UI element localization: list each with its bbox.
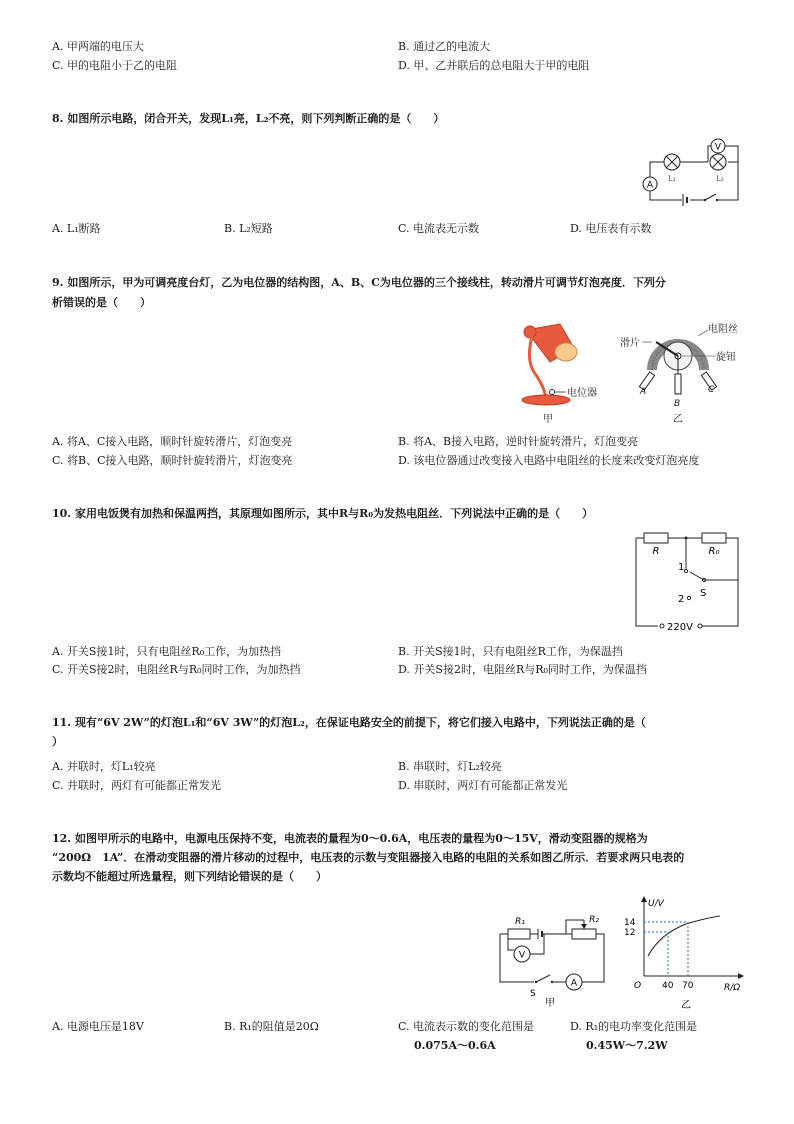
- q12-x-tick-70: 70: [682, 981, 694, 991]
- q10-r0-label: R₀: [708, 546, 720, 557]
- q10-stem: 10. 家用电饭煲有加热和保温两挡，其原理如图所示，其中R与R₀为发热电阻丝．下列说法中正确的是（ ）: [52, 507, 594, 520]
- q12-option-d-range: 0.45W～7.2W: [586, 1039, 668, 1052]
- q10-position-2: 2: [678, 594, 685, 605]
- q11-option-d: D. 串联时，两灯有可能都正常发光: [398, 779, 568, 792]
- q7-option-d: D. 甲、乙并联后的总电阻大于甲的电阻: [398, 59, 590, 72]
- q11-stem-line2: ）: [52, 735, 63, 748]
- q12-x-tick-40: 40: [662, 981, 674, 991]
- q10-option-a: A. 开关S接1时，只有电阻丝R₀工作，为加热挡: [52, 645, 282, 658]
- q8-option-b: B. L₂短路: [224, 222, 273, 235]
- q8-option-c: C. 电流表无示数: [398, 222, 480, 235]
- q12-caption-b: 乙: [681, 1000, 691, 1011]
- q8-lamp-l1-icon: [664, 154, 680, 170]
- q12-switch-label: S: [530, 989, 536, 999]
- q8-circuit-figure: [636, 136, 746, 208]
- q8-ammeter-label: A: [646, 180, 654, 191]
- q10-resistor-r-icon: [644, 533, 668, 543]
- q12-caption-a: 甲: [545, 998, 555, 1009]
- q9-option-c: C. 将B、C接入电路，顺时针旋转滑片，灯泡变亮: [52, 454, 293, 467]
- q8-stem: 8. 如图所示电路，闭合开关，发现L₁亮，L₂不亮，则下列判断正确的是（ ）: [52, 112, 445, 125]
- q12-option-c-range: 0.075A～0.6A: [414, 1039, 496, 1052]
- q10-circuit-figure: [632, 528, 744, 636]
- q12-r2-label: R₂: [589, 915, 599, 925]
- q9-terminal-a: A: [640, 387, 647, 397]
- q12-r1-label: R₁: [515, 917, 525, 927]
- q9-option-d: D. 该电位器通过改变接入电路中电阻丝的长度来改变灯泡亮度: [398, 454, 700, 467]
- q8-lamp-l2-icon: [710, 154, 726, 170]
- q10-r-label: R: [652, 546, 660, 557]
- q12-graph-figure: [620, 894, 744, 1014]
- q12-resistor-r1-icon: [508, 929, 530, 939]
- q12-resistor-r2-icon: [572, 929, 596, 939]
- q10-option-b: B. 开关S接1时，只有电阻丝R工作，为保温挡: [398, 645, 623, 658]
- q12-stem-line3: 示数均不能超过所选量程，则下列结论错误的是（ ）: [52, 870, 327, 883]
- q12-option-d: D. R₁的电功率变化范围是: [570, 1020, 698, 1033]
- q10-option-c: C. 开关S接2时，电阻丝R与R₀同时工作，为加热挡: [52, 663, 301, 676]
- q9-caption-b: 乙: [673, 414, 683, 425]
- q8-voltmeter-label: V: [714, 142, 722, 153]
- q10-voltage-label: 220V: [667, 622, 693, 633]
- q9-desk-lamp-figure: [510, 316, 610, 426]
- q12-option-c: C. 电流表示数的变化范围是: [398, 1020, 535, 1033]
- q9-knob-label: 旋钮: [716, 352, 736, 363]
- q9-slider-label: 滑片: [620, 338, 640, 349]
- q7-option-b: B. 通过乙的电流大: [398, 40, 491, 53]
- q8-option-d: D. 电压表有示数: [570, 222, 652, 235]
- q10-resistor-r0-icon: [702, 533, 726, 543]
- q12-voltmeter-label: V: [518, 950, 526, 961]
- q9-potentiometer-figure: [612, 316, 748, 426]
- q12-y-axis-label: U/V: [648, 899, 664, 909]
- q12-stem-line1: 12. 如图甲所示的电路中，电源电压保持不变，电流表的量程为0～0.6A，电压表的量程为0～15V，滑动变阻器的规格为: [52, 832, 648, 845]
- q8-l2-label: L₂: [716, 174, 724, 183]
- q9-option-a: A. 将A、C接入电路，顺时针旋转滑片，灯泡变亮: [52, 435, 293, 448]
- q9-wire-label: 电阻丝: [708, 324, 738, 335]
- q7-option-a: A. 甲两端的电压大: [52, 40, 144, 53]
- q10-position-1: 1: [678, 562, 685, 573]
- q11-option-c: C. 并联时，两灯有可能都正常发光: [52, 779, 222, 792]
- q9-stem-line2: 析错误的是（ ）: [52, 296, 151, 309]
- q11-option-b: B. 串联时，灯L₂较亮: [398, 760, 502, 773]
- q12-origin-label: O: [634, 981, 642, 991]
- q12-stem-line2: “200Ω 1A”．在滑动变阻器的滑片移动的过程中，电压表的示数与变阻器接入电路的电阻的关系如图乙所示．若要求两只电表的: [52, 851, 685, 864]
- q9-option-b: B. 将A、B接入电路，逆时针旋转滑片，灯泡变亮: [398, 435, 639, 448]
- q7-option-c: C. 甲的电阻小于乙的电阻: [52, 59, 178, 72]
- q12-option-a: A. 电源电压是18V: [52, 1020, 144, 1033]
- q11-option-a: A. 并联时，灯L₁较亮: [52, 760, 156, 773]
- q8-l1-label: L₁: [668, 174, 676, 183]
- q12-ammeter-label: A: [570, 978, 578, 989]
- q9-stem-line1: 9. 如图所示，甲为可调亮度台灯，乙为电位器的结构图，A、B、C为电位器的三个接线柱，转动滑片可调节灯泡亮度．下列分: [52, 276, 666, 289]
- q10-switch-label: S: [700, 588, 707, 599]
- q9-terminal-b: B: [674, 399, 681, 409]
- q10-option-d: D. 开关S接2时，电阻丝R与R₀同时工作，为保温挡: [398, 663, 647, 676]
- q8-option-a: A. L₁断路: [52, 222, 101, 235]
- q11-stem-line1: 11. 现有“6V 2W”的灯泡L₁和“6V 3W”的灯泡L₂，在保证电路安全的前提下，将它们接入电路中，下列说法正确的是（: [52, 716, 646, 729]
- q12-y-tick-14: 14: [624, 918, 636, 928]
- q9-caption-a: 甲: [543, 414, 553, 425]
- q12-x-axis-label: R/Ω: [724, 983, 741, 993]
- q9-potentiometer-label: 电位器: [567, 388, 597, 399]
- q12-y-tick-12: 12: [624, 928, 636, 938]
- q9-terminal-c: C: [708, 385, 715, 395]
- q12-circuit-figure: [494, 902, 614, 1010]
- q12-option-b: B. R₁的阻值是20Ω: [224, 1020, 319, 1033]
